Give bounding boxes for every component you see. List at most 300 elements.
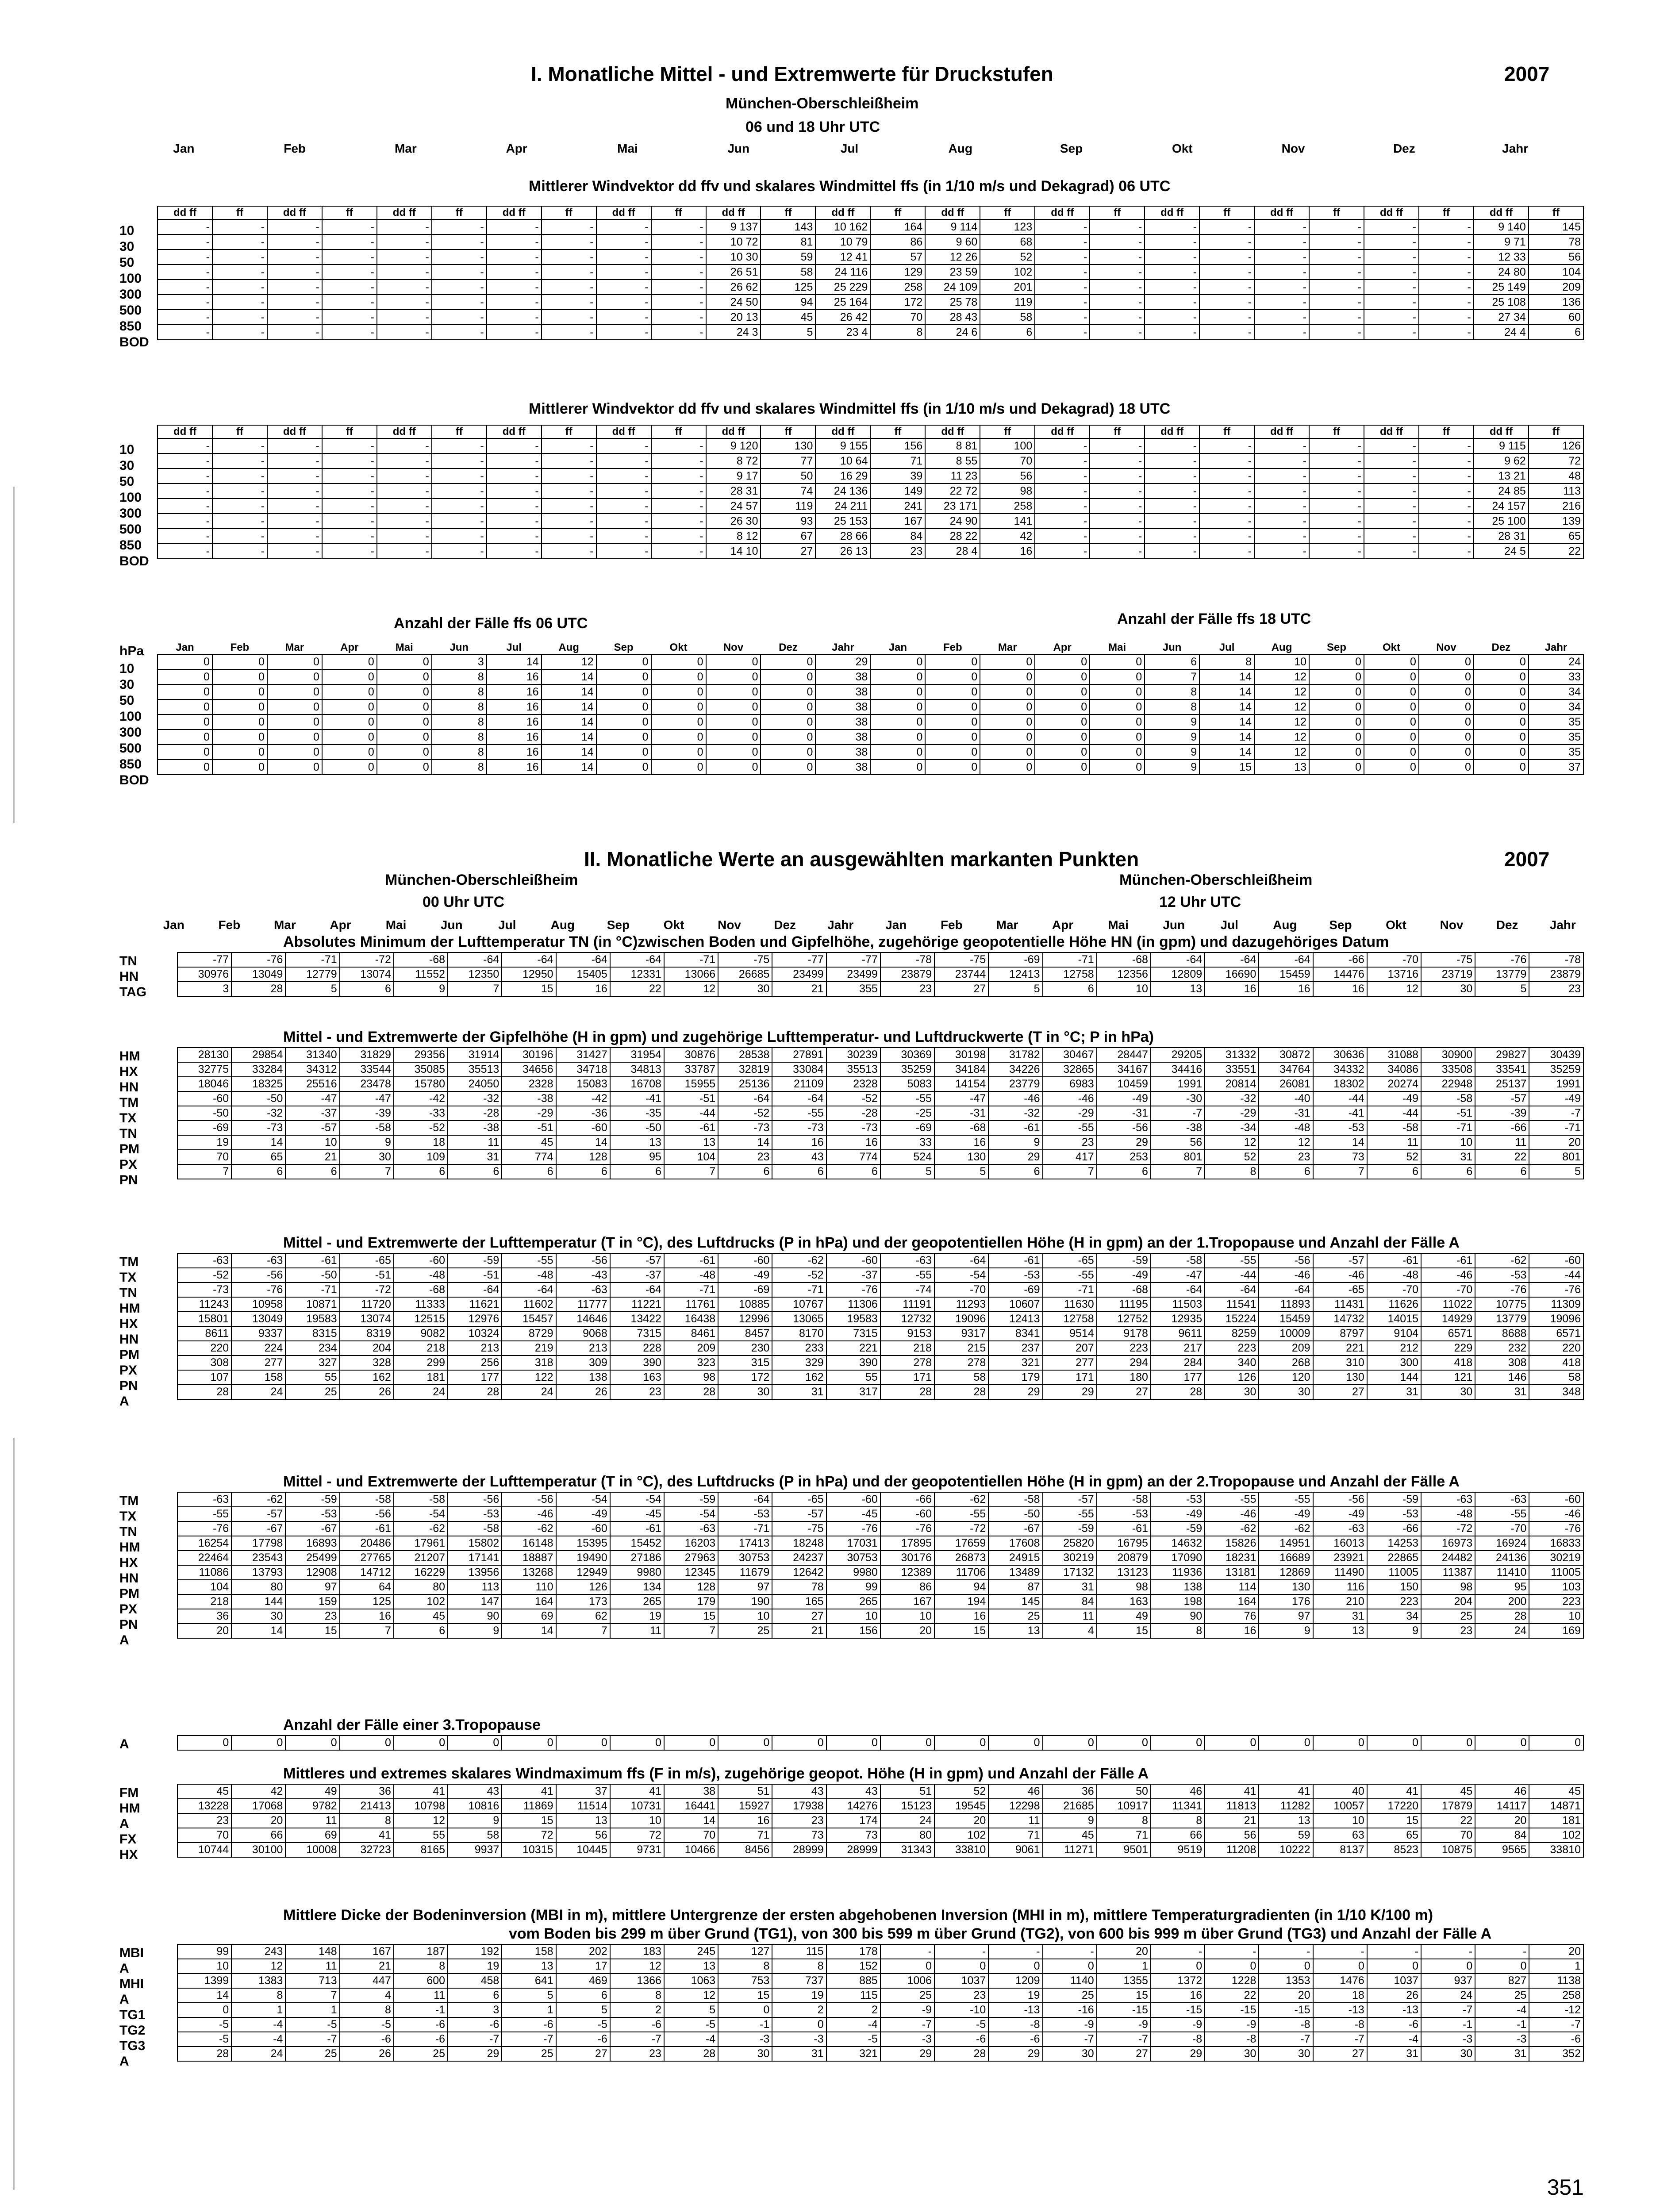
table-cell: 0 xyxy=(377,699,432,714)
table-cell: 0 xyxy=(980,699,1035,714)
table-cell: 11431 xyxy=(1313,1297,1367,1312)
table-cell: 13066 xyxy=(664,967,718,982)
table-cell: 6 xyxy=(448,1164,502,1179)
table-cell: - xyxy=(1035,310,1090,325)
row-label: MHI xyxy=(119,1977,144,1991)
table-cell: 6 xyxy=(502,1164,556,1179)
table-cell: - xyxy=(596,438,651,453)
table-cell: - xyxy=(1254,265,1309,280)
table-cell: 458 xyxy=(448,1974,502,1988)
table-cell: 10324 xyxy=(448,1326,502,1341)
table-cell: 152 xyxy=(826,1959,880,1974)
table-cell: 9 137 xyxy=(706,219,761,234)
table-cell: 0 xyxy=(1364,684,1419,699)
level-label: 500 xyxy=(119,303,142,318)
table-cell: -5 xyxy=(664,2017,718,2032)
table-cell: 163 xyxy=(1097,1594,1151,1609)
table-cell: -53 xyxy=(1475,1268,1529,1283)
table-cell: 11005 xyxy=(1529,1565,1583,1580)
table-cell: 12732 xyxy=(880,1312,934,1326)
table-cell: - xyxy=(322,499,377,514)
month-label: Aug xyxy=(550,918,575,932)
table-cell: - xyxy=(432,265,487,280)
table-cell: 18248 xyxy=(772,1536,826,1551)
table-cell: 233 xyxy=(772,1341,826,1356)
table-cell: 229 xyxy=(1421,1341,1475,1356)
table-cell: - xyxy=(212,310,267,325)
table-cell: 10 xyxy=(1421,1135,1475,1150)
table-cell: 33084 xyxy=(772,1062,826,1077)
table-cell: -64 xyxy=(502,1283,556,1297)
table-cell: 183 xyxy=(610,1944,664,1959)
table-cell: 11195 xyxy=(1097,1297,1151,1312)
table-cell: 12356 xyxy=(1097,967,1151,982)
table-cell: 15224 xyxy=(1205,1312,1259,1326)
table-cell: 352 xyxy=(1529,2047,1583,2061)
table-cell: 0 xyxy=(596,684,651,699)
table-cell: 26685 xyxy=(718,967,772,982)
table-cell: 72 xyxy=(1529,453,1583,469)
table-cell: 10315 xyxy=(502,1843,556,1857)
table-cell: 30239 xyxy=(826,1048,880,1062)
header-cell: ff xyxy=(432,206,487,219)
table-cell: 232 xyxy=(1475,1341,1529,1356)
table-cell: -55 xyxy=(880,1268,934,1283)
header-cell: Aug xyxy=(1271,641,1292,653)
table-cell: -64 xyxy=(718,1492,772,1507)
table-cell: 25 229 xyxy=(815,280,870,295)
table-cell: 14 xyxy=(1199,730,1254,745)
table-cell: - xyxy=(432,529,487,544)
table-cell: -41 xyxy=(610,1091,664,1106)
table-cell: - xyxy=(596,295,651,310)
table-cell: - xyxy=(542,295,596,310)
table-cell: -1 xyxy=(394,2003,448,2017)
table-cell: 30753 xyxy=(826,1551,880,1565)
table-cell: 20 xyxy=(1529,1135,1583,1150)
table-cell: 56 xyxy=(1529,250,1583,265)
table-cell: 33810 xyxy=(1529,1843,1583,1857)
table-cell: 30 xyxy=(718,982,772,996)
table-cell: 0 xyxy=(1043,1959,1097,1974)
table-cell: - xyxy=(1199,453,1254,469)
table-row xyxy=(158,325,1583,340)
table-cell: - xyxy=(158,544,212,559)
table-cell: - xyxy=(377,265,432,280)
table-cell: 0 xyxy=(1090,684,1145,699)
table-cell: 28538 xyxy=(718,1048,772,1062)
table-cell: 0 xyxy=(1309,760,1364,775)
table-cell: 0 xyxy=(1419,730,1474,745)
table-row xyxy=(177,1799,1583,1813)
level-label: 10 xyxy=(119,661,134,676)
table-cell: 35085 xyxy=(394,1062,448,1077)
table-cell: 1366 xyxy=(610,1974,664,1988)
table-cell: 16 xyxy=(934,1135,988,1150)
table-cell: - xyxy=(651,234,706,250)
table-cell: 122 xyxy=(502,1370,556,1385)
table-cell: 11706 xyxy=(934,1565,988,1580)
table-cell: 0 xyxy=(934,1736,988,1750)
table-cell: -7 xyxy=(880,2017,934,2032)
table-cell: 30 xyxy=(1259,2047,1313,2061)
table-cell: 16 xyxy=(1313,982,1367,996)
table-cell: -56 xyxy=(448,1492,502,1507)
block-caption: Mittlere Dicke der Bodeninversion (MBI in m), mittlere Untergrenze der ersten abgehobenen Inversion (MHI in m), mittlere Temperaturgradienten (in 1/10 K/100 m) xyxy=(283,1907,1433,1924)
table-cell: 0 xyxy=(1364,699,1419,714)
table-cell: 30 xyxy=(340,1150,394,1164)
table-cell: 27891 xyxy=(772,1048,826,1062)
table-cell: 35513 xyxy=(448,1062,502,1077)
table-cell: - xyxy=(158,219,212,234)
table-cell: 12 xyxy=(1254,714,1309,730)
table-cell: -58 xyxy=(394,1492,448,1507)
table-cell: 9104 xyxy=(1367,1326,1421,1341)
table-cell: 22 xyxy=(1205,1988,1259,2003)
table-cell: 67 xyxy=(761,529,815,544)
table-cell: 11761 xyxy=(664,1297,718,1312)
table-cell: 0 xyxy=(1090,699,1145,714)
table-cell: 13123 xyxy=(1097,1565,1151,1580)
table-cell: 38 xyxy=(815,714,870,730)
table-cell: 38 xyxy=(815,669,870,684)
table-cell: - xyxy=(1254,469,1309,484)
table-cell: 11306 xyxy=(826,1297,880,1312)
table-cell: 0 xyxy=(925,684,980,699)
table-cell: 6983 xyxy=(1043,1077,1097,1091)
table-cell: 215 xyxy=(934,1341,988,1356)
table-cell: 9 120 xyxy=(706,438,761,453)
table-cell: -33 xyxy=(394,1106,448,1121)
table-cell: 25 xyxy=(502,2047,556,2061)
table-cell: - xyxy=(542,469,596,484)
table-cell: -6 xyxy=(1367,2017,1421,2032)
table-cell: 18 xyxy=(1313,1988,1367,2003)
table-cell: 123 xyxy=(980,219,1035,234)
table-cell: 58 xyxy=(448,1828,502,1843)
table-cell: 51 xyxy=(718,1784,772,1799)
table-cell: - xyxy=(322,265,377,280)
table-cell: 258 xyxy=(1529,1988,1583,2003)
table-cell: -50 xyxy=(231,1091,285,1106)
table-cell: 14 xyxy=(231,1624,285,1638)
table-cell: 8319 xyxy=(340,1326,394,1341)
table-cell: 81 xyxy=(761,234,815,250)
table-cell: 16 xyxy=(487,730,542,745)
table-cell: - xyxy=(212,529,267,544)
table-cell: 258 xyxy=(870,280,925,295)
table-cell: 0 xyxy=(1035,730,1090,745)
section1-times: 06 und 18 Uhr UTC xyxy=(745,119,880,135)
table-cell: 13779 xyxy=(1475,967,1529,982)
month-label: Jahr xyxy=(1502,142,1529,155)
table-cell: 24 85 xyxy=(1474,484,1529,499)
table-cell: - xyxy=(1145,529,1199,544)
table-cell: -48 xyxy=(1367,1268,1421,1283)
table-cell: 24 6 xyxy=(925,325,980,340)
table-cell: 0 xyxy=(596,714,651,730)
table-cell: -66 xyxy=(880,1492,934,1507)
table-cell: 0 xyxy=(322,760,377,775)
table-cell: 16 xyxy=(487,745,542,760)
table-cell: - xyxy=(1309,544,1364,559)
table-cell: - xyxy=(1199,234,1254,250)
table-cell: 16689 xyxy=(1259,1551,1313,1565)
table-cell: -52 xyxy=(826,1091,880,1106)
table-cell: 6 xyxy=(988,1164,1042,1179)
table-cell: 35259 xyxy=(1529,1062,1583,1077)
table-cell: 8 12 xyxy=(706,529,761,544)
table-cell: -70 xyxy=(934,1283,988,1297)
table-cell: 284 xyxy=(1151,1356,1205,1370)
table-cell: - xyxy=(1254,438,1309,453)
table-cell: 103 xyxy=(1529,1580,1583,1594)
table-cell: 69 xyxy=(502,1609,556,1624)
table-cell: 50 xyxy=(761,469,815,484)
table-cell: 11293 xyxy=(934,1297,988,1312)
table-cell: 7 xyxy=(448,982,502,996)
table-cell: -62 xyxy=(934,1492,988,1507)
table-cell: 11514 xyxy=(556,1799,610,1813)
table-cell: 30467 xyxy=(1043,1048,1097,1062)
table-cell: 31 xyxy=(1475,2047,1529,2061)
table-cell: - xyxy=(158,280,212,295)
table-cell: 38 xyxy=(664,1784,718,1799)
table-cell: - xyxy=(596,325,651,340)
table-cell: -63 xyxy=(880,1253,934,1268)
table-cell: 245 xyxy=(664,1944,718,1959)
table-cell: 6571 xyxy=(1421,1326,1475,1341)
table-cell: - xyxy=(1419,250,1474,265)
table-cell: - xyxy=(267,219,322,234)
table-cell: 3 xyxy=(448,2003,502,2017)
table-cell: 4 xyxy=(340,1988,394,2003)
table-cell: -68 xyxy=(934,1121,988,1135)
table-cell: -9 xyxy=(880,2003,934,2017)
table-cell: 146 xyxy=(1475,1370,1529,1385)
table-cell: 38 xyxy=(815,699,870,714)
table-cell: - xyxy=(542,234,596,250)
header-cell: dd ff xyxy=(925,206,980,219)
table-cell: 26873 xyxy=(934,1551,988,1565)
table-cell: -29 xyxy=(1043,1106,1097,1121)
table-cell: 10 xyxy=(177,1959,231,1974)
table-cell: 223 xyxy=(1529,1594,1583,1609)
table-cell: 19 xyxy=(772,1988,826,2003)
table-cell: -56 xyxy=(502,1492,556,1507)
table-cell: -55 xyxy=(772,1106,826,1121)
table-cell: 8 xyxy=(1151,1813,1205,1828)
table-cell: -50 xyxy=(177,1106,231,1121)
table-cell: 0 xyxy=(1419,669,1474,684)
header-cell: ff xyxy=(1090,206,1145,219)
table-cell: 12 xyxy=(664,1988,718,2003)
table-cell: 80 xyxy=(394,1580,448,1594)
table-cell: 14276 xyxy=(826,1799,880,1813)
row-label: PX xyxy=(119,1363,138,1378)
header-cell: ff xyxy=(980,206,1035,219)
table-row xyxy=(177,1150,1583,1164)
table-cell: 390 xyxy=(610,1356,664,1370)
table-cell: -47 xyxy=(285,1091,339,1106)
table-cell: 37 xyxy=(1529,760,1583,775)
table-cell: -53 xyxy=(988,1268,1042,1283)
table-cell: 17879 xyxy=(1421,1799,1475,1813)
table-cell: 24 xyxy=(1475,1624,1529,1638)
level-label: 850 xyxy=(119,319,142,334)
table-cell: 1209 xyxy=(988,1974,1042,1988)
header-cell: Apr xyxy=(340,641,359,653)
header-cell: ff xyxy=(542,206,596,219)
table-cell: -49 xyxy=(1367,1091,1421,1106)
table-cell: - xyxy=(322,219,377,234)
table-cell: -61 xyxy=(1421,1253,1475,1268)
table-cell: 6 xyxy=(1529,325,1583,340)
table-cell: 164 xyxy=(870,219,925,234)
table-cell: 45 xyxy=(1043,1828,1097,1843)
table-cell: 62 xyxy=(556,1609,610,1624)
table-cell: 26 42 xyxy=(815,310,870,325)
row-label: HM xyxy=(119,1801,140,1816)
table-cell: -28 xyxy=(448,1106,502,1121)
table-cell: 0 xyxy=(1035,714,1090,730)
table-cell: 12 xyxy=(664,982,718,996)
table-cell: 308 xyxy=(177,1356,231,1370)
table-cell: 41 xyxy=(340,1828,394,1843)
header-cell: ff xyxy=(761,206,815,219)
table-cell: 13 21 xyxy=(1474,469,1529,484)
table-cell: 0 xyxy=(925,699,980,714)
table-cell: - xyxy=(1035,280,1090,295)
table-cell: 14 xyxy=(542,669,596,684)
table-cell: 12515 xyxy=(394,1312,448,1326)
month-label: Mai xyxy=(385,918,407,932)
table-cell: - xyxy=(267,469,322,484)
table-cell: 0 xyxy=(988,1959,1042,1974)
header-cell: ff xyxy=(432,425,487,438)
table-cell: 30 xyxy=(231,1609,285,1624)
header-cell: ff xyxy=(1309,425,1364,438)
table-cell: - xyxy=(1419,219,1474,234)
table-cell: - xyxy=(596,219,651,234)
table-cell: -31 xyxy=(1097,1106,1151,1121)
level-label: 10 xyxy=(119,223,134,238)
table-row xyxy=(158,219,1583,234)
table-cell: 223 xyxy=(1205,1341,1259,1356)
table-cell: 11333 xyxy=(394,1297,448,1312)
table-cell: - xyxy=(267,484,322,499)
table-cell: -45 xyxy=(610,1507,664,1521)
table-cell: - xyxy=(1364,234,1419,250)
table-cell: 72 xyxy=(610,1828,664,1843)
table-cell: 8 xyxy=(718,1959,772,1974)
table-cell: 8 xyxy=(610,1988,664,2003)
table-cell: - xyxy=(934,1944,988,1959)
table-cell: 25 xyxy=(1475,1988,1529,2003)
table-cell: 11 xyxy=(1367,1135,1421,1150)
table-cell: 27 xyxy=(934,982,988,996)
table-cell: 0 xyxy=(231,1736,285,1750)
table-cell: -31 xyxy=(934,1106,988,1121)
table-cell: - xyxy=(377,310,432,325)
table-cell: 98 xyxy=(1097,1580,1151,1594)
table-row xyxy=(177,1536,1583,1551)
table-cell: 58 xyxy=(934,1370,988,1385)
scan-margin-line xyxy=(13,1438,15,2190)
table-cell: 107 xyxy=(177,1370,231,1385)
table-cell: - xyxy=(1254,453,1309,469)
table-cell: 0 xyxy=(1035,669,1090,684)
table-cell: - xyxy=(1309,295,1364,310)
table-cell: - xyxy=(432,250,487,265)
table-cell: 25137 xyxy=(1475,1077,1529,1091)
table-cell: - xyxy=(596,234,651,250)
table-cell: 6 xyxy=(1097,1164,1151,1179)
table-cell: 0 xyxy=(322,745,377,760)
table-cell: 30 xyxy=(1421,982,1475,996)
table-cell: 45 xyxy=(394,1609,448,1624)
table-cell: 10 79 xyxy=(815,234,870,250)
table-cell: 15 xyxy=(1097,1624,1151,1638)
table-cell: 98 xyxy=(980,484,1035,499)
table-cell: 16 xyxy=(487,714,542,730)
table-cell: -58 xyxy=(448,1521,502,1536)
table-cell: 69 xyxy=(285,1828,339,1843)
table-row xyxy=(177,2032,1583,2047)
table-cell: - xyxy=(596,453,651,469)
block-table xyxy=(177,1047,1584,1179)
table-cell: - xyxy=(377,234,432,250)
table-cell: 14 xyxy=(1199,699,1254,714)
header-cell: Feb xyxy=(230,641,250,653)
table-cell: -66 xyxy=(1313,952,1367,967)
table-cell: 6571 xyxy=(1529,1326,1583,1341)
table-row xyxy=(158,265,1583,280)
table-cell: 0 xyxy=(1364,654,1419,669)
section2-time-left: 00 Uhr UTC xyxy=(423,894,505,910)
row-label: HN xyxy=(119,1571,139,1586)
table-cell: -6 xyxy=(934,2032,988,2047)
table-cell: 10 xyxy=(1254,654,1309,669)
table-cell: 179 xyxy=(664,1594,718,1609)
table-cell: - xyxy=(212,250,267,265)
table-cell: 6 xyxy=(340,982,394,996)
table-cell: - xyxy=(542,544,596,559)
table-cell: -32 xyxy=(988,1106,1042,1121)
table-cell: 16 xyxy=(1259,982,1313,996)
table-cell: - xyxy=(158,514,212,529)
table-cell: -13 xyxy=(1313,2003,1367,2017)
row-label: TM xyxy=(119,1095,139,1110)
table-cell: 2 xyxy=(772,2003,826,2017)
table-cell: 340 xyxy=(1205,1356,1259,1370)
table-cell: -5 xyxy=(340,2017,394,2032)
table-cell: 268 xyxy=(1259,1356,1313,1370)
header-cell: ff xyxy=(1199,425,1254,438)
table-cell: 22 xyxy=(1421,1813,1475,1828)
table-cell: 827 xyxy=(1475,1974,1529,1988)
header-cell: ff xyxy=(980,425,1035,438)
table-row xyxy=(158,544,1583,559)
table-cell: 11679 xyxy=(718,1565,772,1580)
table-cell: 0 xyxy=(1421,1736,1475,1750)
table-cell: 209 xyxy=(664,1341,718,1356)
header-cell: Apr xyxy=(1053,641,1072,653)
table-cell: 25 xyxy=(285,2047,339,2061)
table-cell: -76 xyxy=(231,1283,285,1297)
table-cell: -46 xyxy=(1421,1268,1475,1283)
table-cell: 9565 xyxy=(1475,1843,1529,1857)
